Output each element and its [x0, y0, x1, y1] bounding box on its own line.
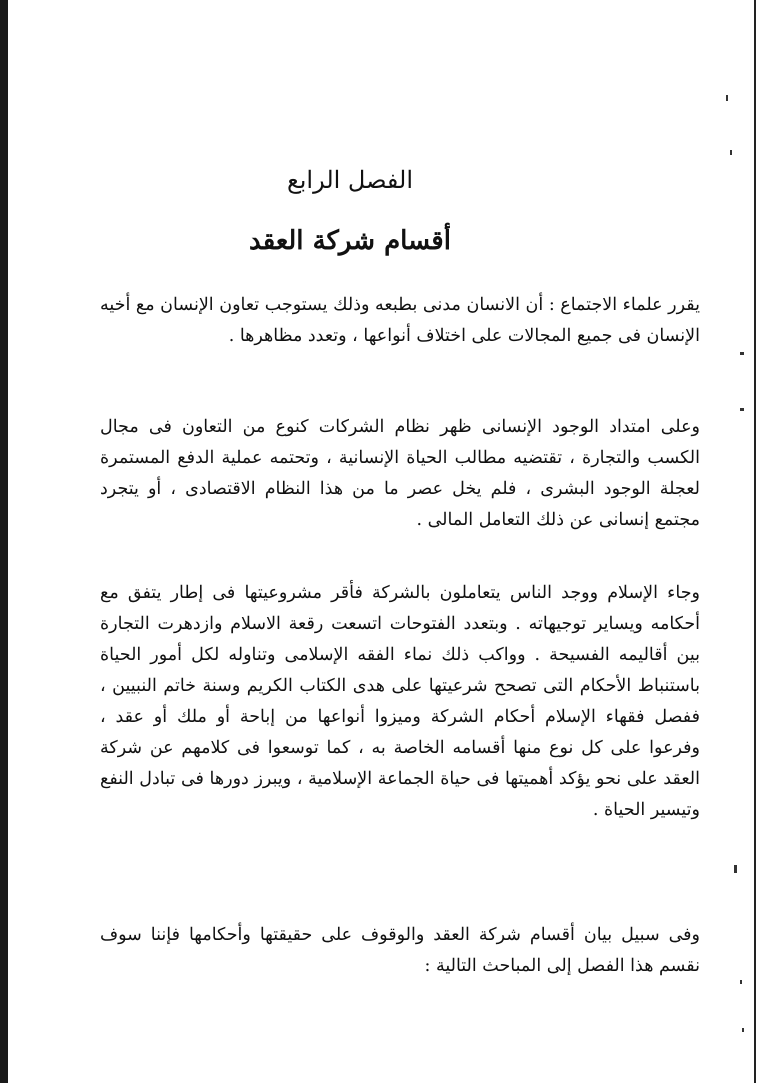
scan-mark — [742, 1028, 744, 1032]
scan-mark — [734, 865, 737, 873]
scan-mark — [730, 150, 732, 155]
paragraph-1: يقرر علماء الاجتماع : أن الانسان مدنى بطبعه وذلك يستوجب تعاون الإنسان مع أخيه الإنسان فى جميع المجالات على اختلاف أنواعها ، وتعدد مظاهرها . — [100, 295, 700, 346]
section-title: أقسام شركة العقد — [249, 226, 451, 256]
scan-mark — [740, 352, 744, 355]
paragraph-3: وجاء الإسلام ووجد الناس يتعاملون بالشركة فأقر مشروعيتها فى إطار يتفق مع أحكامه ويساير توجيهاته . وبتعدد الفتوحات اتسعت رقعة الاسلام وازدهرت التجارة بين أقاليمه الفسيحة . وواكب ذلك نماء الفقه الإسلامى وتناوله لكل أمور الحياة باستنباط الأحكام التى تصحح شرعيتها على هدى الكتاب الكريم وسنة خاتم النبيين ، ففصل فقهاء الإسلام أحكام الشركة وميزوا أنواعها من إباحة أو ملك أو عقد ، وفرعوا على كل نوع منها أقسامه الخاصة به ، كما توسعوا فى كلامهم عن شركة العقد على نحو يؤكد أهميتها فى حياة الجماعة الإسلامية ، ويبرز دورها فى تبادل النفع وتيسير الحياة . — [100, 583, 700, 820]
page-left-edge — [0, 0, 8, 1083]
scan-mark — [740, 408, 744, 411]
paragraph-2: وعلى امتداد الوجود الإنسانى ظهر نظام الشركات كنوع من التعاون فى مجال الكسب والتجارة ، تقتضيه مطالب الحياة الإنسانية ، وتحتمه عملية الدفع المستمرة لعجلة الوجود البشرى ، فلم يخل عصر ما من هذا النظام الاقتصادى ، أو يتجرد مجتمع إنسانى عن ذلك التعامل المالى . — [100, 417, 700, 530]
scan-mark — [740, 980, 742, 984]
page-right-edge — [754, 0, 756, 1083]
chapter-title: الفصل الرابع — [286, 166, 414, 194]
scan-mark — [726, 95, 728, 101]
paragraph-4: وفى سبيل بيان أقسام شركة العقد والوقوف على حقيقتها وأحكامها فإننا سوف نقسم هذا الفصل إلى المباحث التالية : — [100, 925, 700, 976]
